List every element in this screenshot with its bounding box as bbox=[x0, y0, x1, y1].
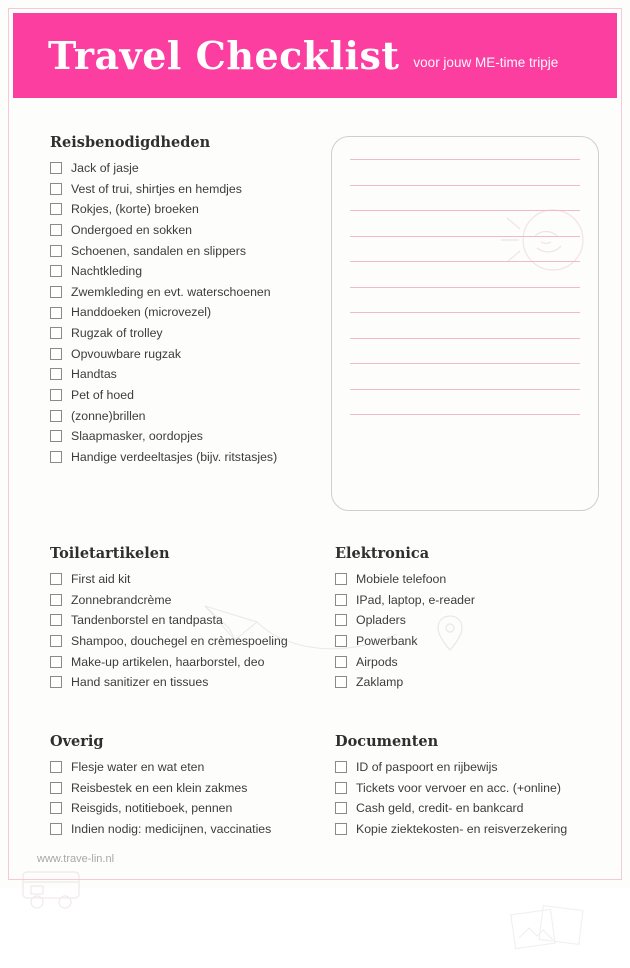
list-item[interactable] bbox=[50, 305, 350, 319]
checkbox[interactable] bbox=[50, 451, 62, 463]
list-item[interactable] bbox=[50, 822, 335, 836]
checkbox[interactable] bbox=[335, 635, 347, 647]
checkbox[interactable] bbox=[50, 307, 62, 319]
list-item[interactable] bbox=[50, 675, 335, 689]
section-toiletartikelen bbox=[50, 545, 335, 696]
checkbox[interactable] bbox=[50, 162, 62, 174]
item-label: Opladers bbox=[356, 613, 406, 628]
checkbox[interactable] bbox=[335, 761, 347, 773]
list-item[interactable] bbox=[50, 347, 350, 361]
section-documenten bbox=[335, 733, 620, 843]
item-label: Schoenen, sandalen en slippers bbox=[71, 243, 247, 258]
item-label: ID of paspoort en rijbewijs bbox=[356, 760, 498, 774]
section-title: Reisbenodigdheden bbox=[50, 134, 211, 151]
list-item[interactable] bbox=[50, 429, 350, 443]
item-label: Hand sanitizer en tissues bbox=[71, 675, 209, 690]
list-item[interactable] bbox=[335, 675, 620, 689]
page-subtitle: voor jouw ME-time tripje bbox=[413, 55, 559, 70]
list-item[interactable] bbox=[50, 450, 350, 464]
list-item[interactable] bbox=[335, 613, 620, 627]
list-item[interactable] bbox=[335, 655, 620, 669]
section-title: Toiletartikelen bbox=[50, 545, 170, 562]
list-item[interactable] bbox=[335, 781, 620, 795]
list-item[interactable] bbox=[50, 409, 350, 423]
list-item[interactable] bbox=[335, 801, 620, 815]
checklist-overig bbox=[50, 760, 335, 836]
checkbox[interactable] bbox=[50, 676, 62, 688]
checkbox[interactable] bbox=[50, 245, 62, 257]
list-item[interactable] bbox=[50, 285, 350, 299]
checkbox[interactable] bbox=[50, 410, 62, 422]
checkbox[interactable] bbox=[50, 265, 62, 277]
list-item[interactable] bbox=[50, 182, 350, 196]
item-label: Rokjes, (korte) broeken bbox=[71, 202, 199, 217]
checkbox[interactable] bbox=[335, 782, 347, 794]
note-line bbox=[350, 159, 580, 160]
item-label: Cash geld, credit- en bankcard bbox=[356, 801, 524, 816]
item-label: IPad, laptop, e-reader bbox=[356, 592, 475, 607]
checkbox[interactable] bbox=[50, 224, 62, 236]
list-item[interactable] bbox=[50, 781, 335, 795]
header-banner bbox=[13, 13, 617, 98]
section-elektronica bbox=[335, 545, 620, 696]
section-reisbenodigdheden bbox=[50, 134, 350, 471]
item-label: Handtas bbox=[71, 367, 117, 382]
checkbox[interactable] bbox=[50, 430, 62, 442]
item-label: Make-up artikelen, haarborstel, deo bbox=[71, 654, 265, 669]
checkbox[interactable] bbox=[335, 823, 347, 835]
list-item[interactable] bbox=[50, 572, 335, 586]
item-label: Vest of trui, shirtjes en hemdjes bbox=[71, 181, 242, 196]
list-item[interactable] bbox=[50, 244, 350, 258]
list-item[interactable] bbox=[335, 760, 620, 774]
section-title: Overig bbox=[50, 733, 104, 750]
item-label: Slaapmasker, oordopjes bbox=[71, 429, 203, 444]
checkbox[interactable] bbox=[50, 656, 62, 668]
note-line bbox=[350, 185, 580, 186]
checkbox[interactable] bbox=[50, 614, 62, 626]
section-title: Elektronica bbox=[335, 545, 430, 562]
item-label: Pet of hoed bbox=[71, 388, 134, 403]
list-item[interactable] bbox=[335, 572, 620, 586]
checkbox[interactable] bbox=[335, 656, 347, 668]
note-line bbox=[350, 287, 580, 288]
item-label: Indien nodig: medicijnen, vaccinaties bbox=[71, 821, 272, 836]
page-title: Travel Checklist bbox=[48, 32, 400, 78]
checkbox[interactable] bbox=[50, 761, 62, 773]
list-item[interactable] bbox=[50, 801, 335, 815]
list-item[interactable] bbox=[50, 593, 335, 607]
item-label: Kopie ziektekosten- en reisverzekering bbox=[356, 821, 568, 836]
list-item[interactable] bbox=[335, 822, 620, 836]
note-line bbox=[350, 389, 580, 390]
item-label: Reisgids, notitieboek, pennen bbox=[71, 801, 233, 816]
list-item[interactable] bbox=[50, 388, 350, 402]
notes-card[interactable] bbox=[331, 136, 599, 511]
item-label: Zonnebrandcrème bbox=[71, 592, 172, 607]
checklist-reisbenodigdheden bbox=[50, 161, 350, 464]
item-label: Zaklamp bbox=[356, 675, 404, 690]
checkbox[interactable] bbox=[335, 676, 347, 688]
item-label: Opvouwbare rugzak bbox=[71, 346, 182, 361]
item-label: Nachtkleding bbox=[71, 264, 143, 279]
item-label: Ondergoed en sokken bbox=[71, 222, 193, 237]
item-label: Rugzak of trolley bbox=[71, 326, 163, 341]
list-item[interactable] bbox=[50, 326, 350, 340]
checkbox[interactable] bbox=[50, 573, 62, 585]
checkbox[interactable] bbox=[335, 594, 347, 606]
list-item[interactable] bbox=[335, 593, 620, 607]
checklist-documenten bbox=[335, 760, 620, 836]
note-line bbox=[350, 312, 580, 313]
note-line bbox=[350, 261, 580, 262]
item-label: Jack of jasje bbox=[71, 161, 139, 175]
photos-doodle bbox=[507, 898, 597, 968]
note-line bbox=[350, 363, 580, 364]
checkbox[interactable] bbox=[50, 782, 62, 794]
checkbox[interactable] bbox=[50, 183, 62, 195]
checkbox[interactable] bbox=[335, 802, 347, 814]
list-item[interactable] bbox=[50, 634, 335, 648]
item-label: Reisbestek en een klein zakmes bbox=[71, 780, 248, 795]
item-label: Zwemkleding en evt. waterschoenen bbox=[71, 284, 271, 299]
item-label: Mobiele telefoon bbox=[356, 572, 447, 586]
checkbox[interactable] bbox=[50, 327, 62, 339]
camper-doodle bbox=[19, 858, 89, 918]
note-line bbox=[350, 210, 580, 211]
checkbox[interactable] bbox=[335, 573, 347, 585]
list-item[interactable] bbox=[50, 264, 350, 278]
checkbox[interactable] bbox=[50, 594, 62, 606]
checkbox[interactable] bbox=[50, 286, 62, 298]
note-line bbox=[350, 236, 580, 237]
list-item[interactable] bbox=[50, 655, 335, 669]
checklist-content bbox=[13, 98, 617, 875]
item-label: Airpods bbox=[356, 654, 398, 669]
note-line bbox=[350, 338, 580, 339]
checklist-elektronica bbox=[335, 572, 620, 689]
item-label: Powerbank bbox=[356, 633, 418, 648]
list-item[interactable] bbox=[50, 760, 335, 774]
list-item[interactable] bbox=[50, 613, 335, 627]
checkbox[interactable] bbox=[50, 802, 62, 814]
checkbox[interactable] bbox=[50, 389, 62, 401]
list-item[interactable] bbox=[335, 634, 620, 648]
list-item[interactable] bbox=[50, 367, 350, 381]
note-line bbox=[350, 414, 580, 415]
checkbox[interactable] bbox=[50, 203, 62, 215]
checkbox[interactable] bbox=[335, 614, 347, 626]
item-label: (zonne)brillen bbox=[71, 408, 146, 423]
checkbox[interactable] bbox=[50, 823, 62, 835]
item-label: Flesje water en wat eten bbox=[71, 760, 205, 774]
item-label: Shampoo, douchegel en crèmespoeling bbox=[71, 633, 288, 648]
item-label: Handdoeken (microvezel) bbox=[71, 305, 212, 320]
item-label: Tickets voor vervoer en acc. (+online) bbox=[356, 780, 561, 795]
list-item[interactable] bbox=[50, 161, 350, 175]
footer-url[interactable]: www.trave-lin.nl bbox=[37, 853, 115, 865]
item-label: Tandenborstel en tandpasta bbox=[71, 613, 223, 628]
section-overig bbox=[50, 733, 335, 843]
checkbox[interactable] bbox=[50, 635, 62, 647]
list-item[interactable] bbox=[50, 202, 350, 216]
checkbox[interactable] bbox=[50, 368, 62, 380]
section-title: Documenten bbox=[335, 733, 439, 750]
checklist-toiletartikelen bbox=[50, 572, 335, 689]
item-label: First aid kit bbox=[71, 572, 131, 586]
list-item[interactable] bbox=[50, 223, 350, 237]
checkbox[interactable] bbox=[50, 348, 62, 360]
item-label: Handige verdeeltasjes (bijv. ritstasjes) bbox=[71, 449, 278, 464]
